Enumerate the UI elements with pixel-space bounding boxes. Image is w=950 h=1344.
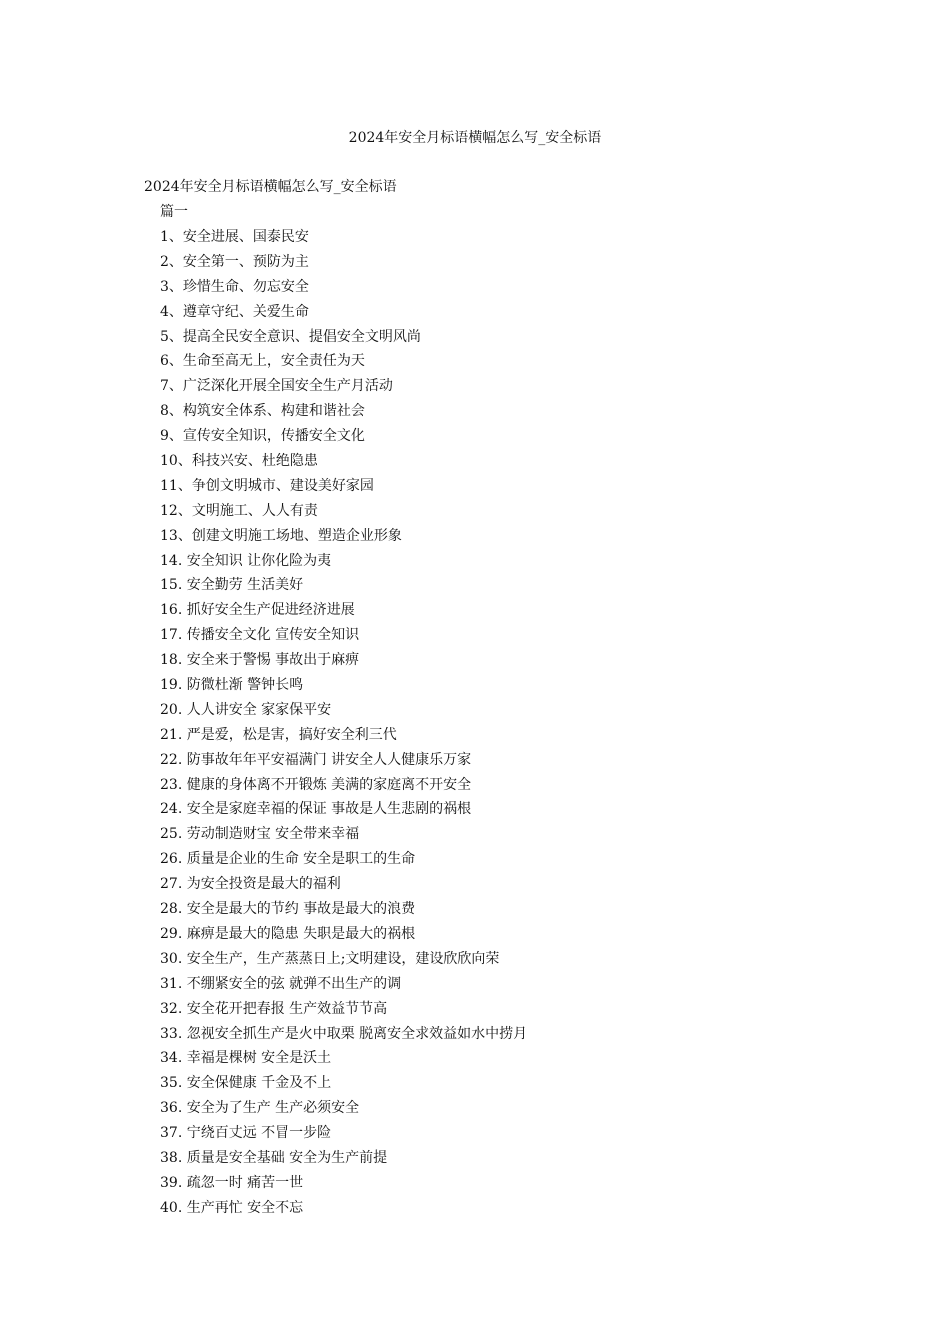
- list-item: 31. 不绷紧安全的弦 就弹不出生产的调: [160, 975, 402, 992]
- list-item: 1、安全进展、国泰民安: [160, 229, 309, 245]
- list-item: 27. 为安全投资是最大的福利: [160, 876, 341, 893]
- list-item: 5、提高全民安全意识、提倡安全文明风尚: [160, 328, 421, 345]
- section-label: 篇一: [160, 204, 188, 220]
- list-item: 23. 健康的身体离不开锻炼 美满的家庭离不开安全: [160, 776, 472, 793]
- list-item: 38. 质量是安全基础 安全为生产前提: [160, 1149, 388, 1166]
- list-item: 37. 宁绕百丈远 不冒一步险: [160, 1125, 332, 1142]
- list-item: 28. 安全是最大的节约 事故是最大的浪费: [160, 901, 416, 918]
- list-item: 19. 防微杜渐 警钟长鸣: [160, 677, 304, 694]
- list-item: 11、争创文明城市、建设美好家园: [160, 477, 374, 494]
- list-item: 6、生命至高无上，安全责任为天: [160, 353, 365, 370]
- list-item: 3、珍惜生命、勿忘安全: [160, 278, 309, 295]
- list-item: 8、构筑安全体系、构建和谐社会: [160, 403, 365, 420]
- list-item: 14. 安全知识 让你化险为夷: [160, 552, 332, 569]
- list-item: 26. 质量是企业的生命 安全是职工的生命: [160, 851, 416, 868]
- list-item: 24. 安全是家庭幸福的保证 事故是人生悲剧的祸根: [160, 801, 472, 818]
- list-item: 22. 防事故年年平安福满门 讲安全人人健康乐万家: [160, 751, 472, 768]
- list-item: 20. 人人讲安全 家家保平安: [160, 701, 332, 718]
- list-item: 10、科技兴安、杜绝隐患: [160, 453, 318, 470]
- list-item: 29. 麻痹是最大的隐患 失职是最大的祸根: [160, 925, 416, 942]
- list-item: 7、广泛深化开展全国安全生产月活动: [160, 378, 393, 395]
- list-item: 30. 安全生产，生产蒸蒸日上;文明建设，建设欣欣向荣: [160, 950, 500, 967]
- list-item: 25. 劳动制造财宝 安全带来幸福: [160, 826, 360, 843]
- document-heading: 2024年安全月标语横幅怎么写_安全标语: [144, 179, 397, 195]
- list-item: 15. 安全勤劳 生活美好: [160, 577, 304, 594]
- slogan-list: [160, 227, 527, 1223]
- list-item: 32. 安全花开把春报 生产效益节节高: [160, 1000, 388, 1017]
- list-item: 21. 严是爱，松是害，搞好安全利三代: [160, 726, 397, 743]
- list-item: 17. 传播安全文化 宣传安全知识: [160, 627, 360, 644]
- list-item: 16. 抓好安全生产促进经济进展: [160, 602, 355, 619]
- list-item: 2、安全第一、预防为主: [160, 253, 309, 270]
- list-item: 39. 疏忽一时 痛苦一世: [160, 1174, 304, 1191]
- list-item: 9、宣传安全知识，传播安全文化: [160, 428, 365, 445]
- list-item: 4、遵章守纪、关爱生命: [160, 303, 309, 320]
- list-item: 13、创建文明施工场地、塑造企业形象: [160, 527, 402, 544]
- list-item: 12、文明施工、人人有责: [160, 502, 318, 519]
- list-item: 36. 安全为了生产 生产必须安全: [160, 1100, 360, 1117]
- page-title: 2024年安全月标语横幅怎么写_安全标语: [348, 130, 602, 146]
- list-item: 35. 安全保健康 千金及不上: [160, 1075, 332, 1092]
- list-item: 40. 生产再忙 安全不忘: [160, 1199, 304, 1216]
- list-item: 34. 幸福是棵树 安全是沃土: [160, 1050, 332, 1067]
- list-item: 18. 安全来于警惕 事故出于麻痹: [160, 652, 360, 669]
- list-item: 33. 忽视安全抓生产是火中取栗 脱离安全求效益如水中捞月: [160, 1025, 528, 1042]
